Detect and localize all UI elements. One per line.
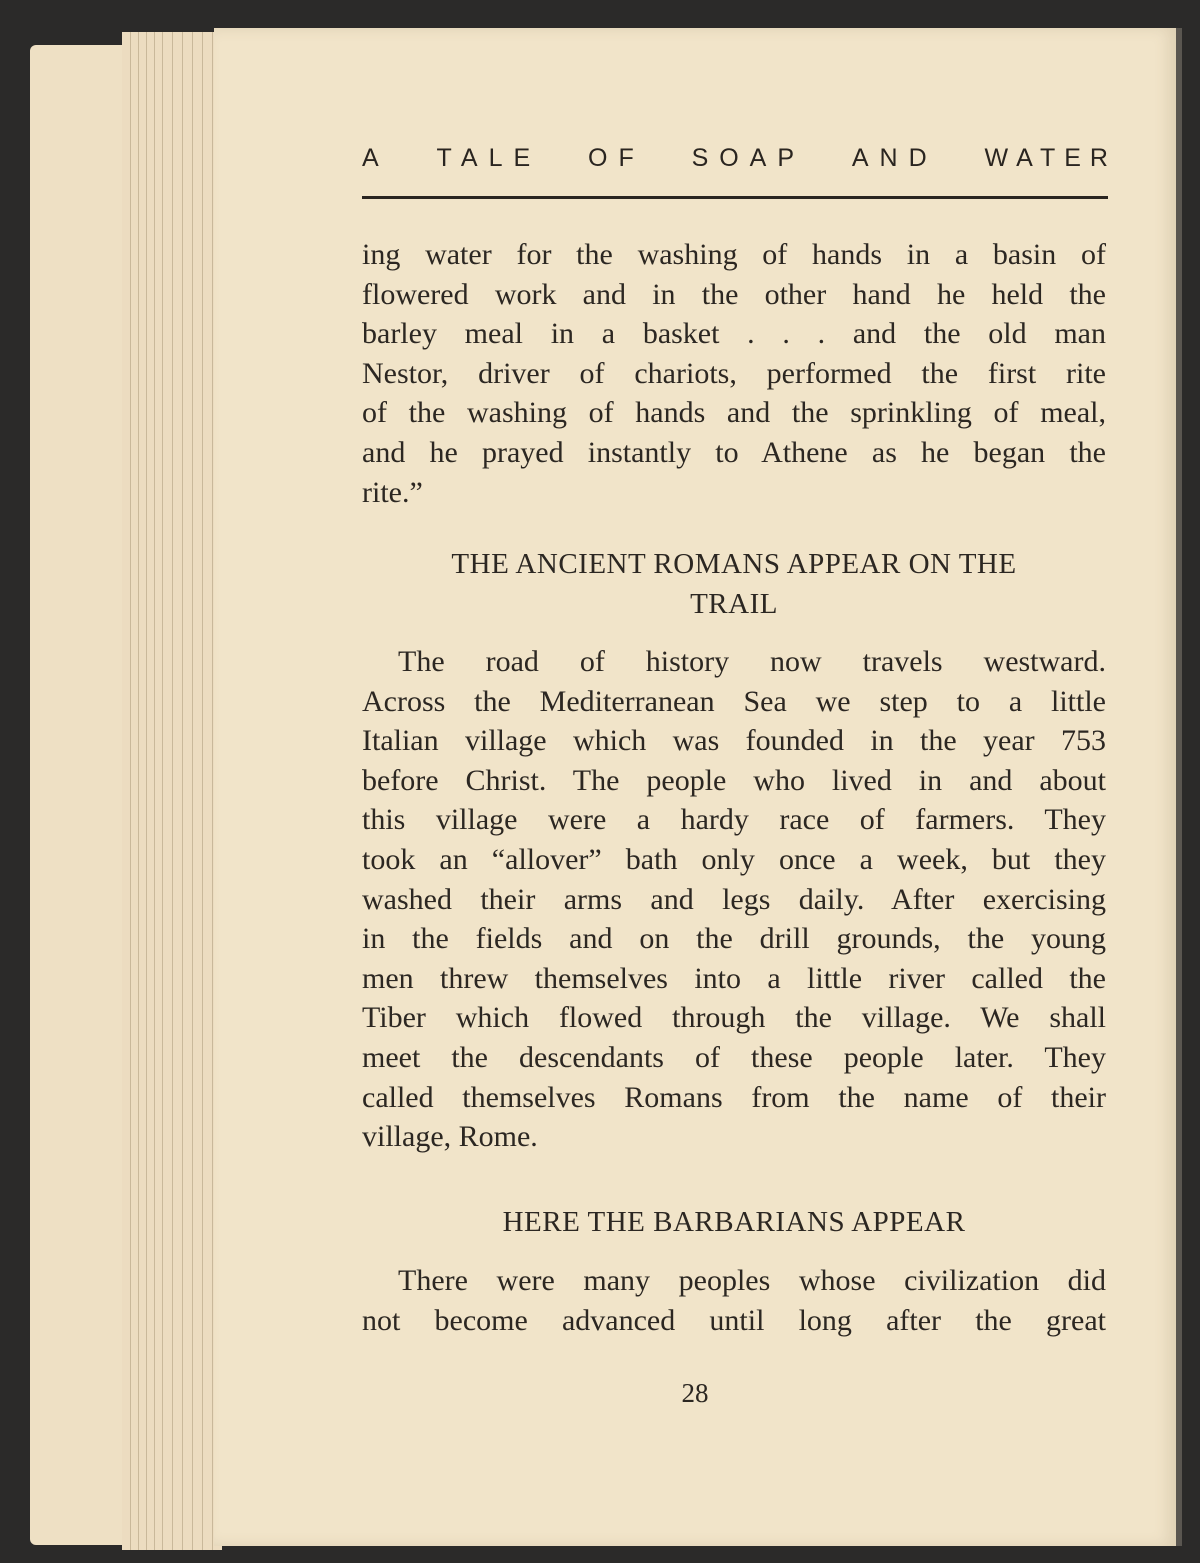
header-word: AND [851,144,938,172]
text-line: Italian village which was founded in the year 753 [362,724,1106,758]
book-gutter [1176,28,1182,1546]
text-line: barley meal in a basket . . . and the old man [362,317,1106,351]
text-line: ing water for the washing of hands in a basin of [362,238,1106,271]
text-line: took an “allover” bath only once a week, but they [362,842,1106,876]
text-line: rite.” [362,475,423,509]
text-line: in the fields and on the drill grounds, the young [362,922,1106,956]
text-line: Nestor, driver of chariots, performed the first rite [362,356,1106,390]
text-line: and he prayed instantly to Athene as he began the [362,435,1106,469]
heading-line: TRAIL [690,587,778,620]
header-word: WATER [984,144,1117,172]
paragraph-quote-end [362,235,1106,512]
text-line: meet the descendants of these people later. They [362,1040,1106,1074]
text-line: The road of history now travels westward. [398,645,1106,678]
running-header [362,144,1117,173]
text-line: Tiber which flowed through the village. We shall [362,1001,1106,1035]
heading-line: HERE THE BARBARIANS APPEAR [502,1206,966,1238]
text-line: called themselves Romans from the name of their [362,1080,1106,1114]
text-line: before Christ. The people who lived in and about [362,763,1106,797]
text-line: There were many peoples whose civilization did [398,1264,1106,1297]
header-rule [362,196,1108,199]
section-heading-romans [362,545,1106,624]
header-word: A [362,144,390,172]
heading-line: THE ANCIENT ROMANS APPEAR ON THE [451,548,1017,580]
text-line: village, Rome. [362,1120,538,1154]
page-number: 28 [681,1378,709,1408]
section-heading-barbarians [362,1203,1106,1243]
text-line: of the washing of hands and the sprinkling of meal, [362,396,1106,430]
text-line: washed their arms and legs daily. After exercising [362,882,1106,916]
header-word: SOAP [691,144,806,172]
text-line: not become advanced until long after the great [362,1303,1106,1337]
header-word: OF [588,144,645,172]
header-word: TALE [436,144,542,172]
text-line: this village were a hardy race of farmers. They [362,803,1106,837]
text-line: men threw themselves into a little river called the [362,961,1106,995]
text-line: Across the Mediterranean Sea we step to a little [362,684,1106,718]
text-line: flowered work and in the other hand he held the [362,277,1106,311]
paragraph-barbarians [362,1261,1106,1340]
page-stack-edges [122,32,222,1550]
paragraph-romans [362,642,1106,1157]
